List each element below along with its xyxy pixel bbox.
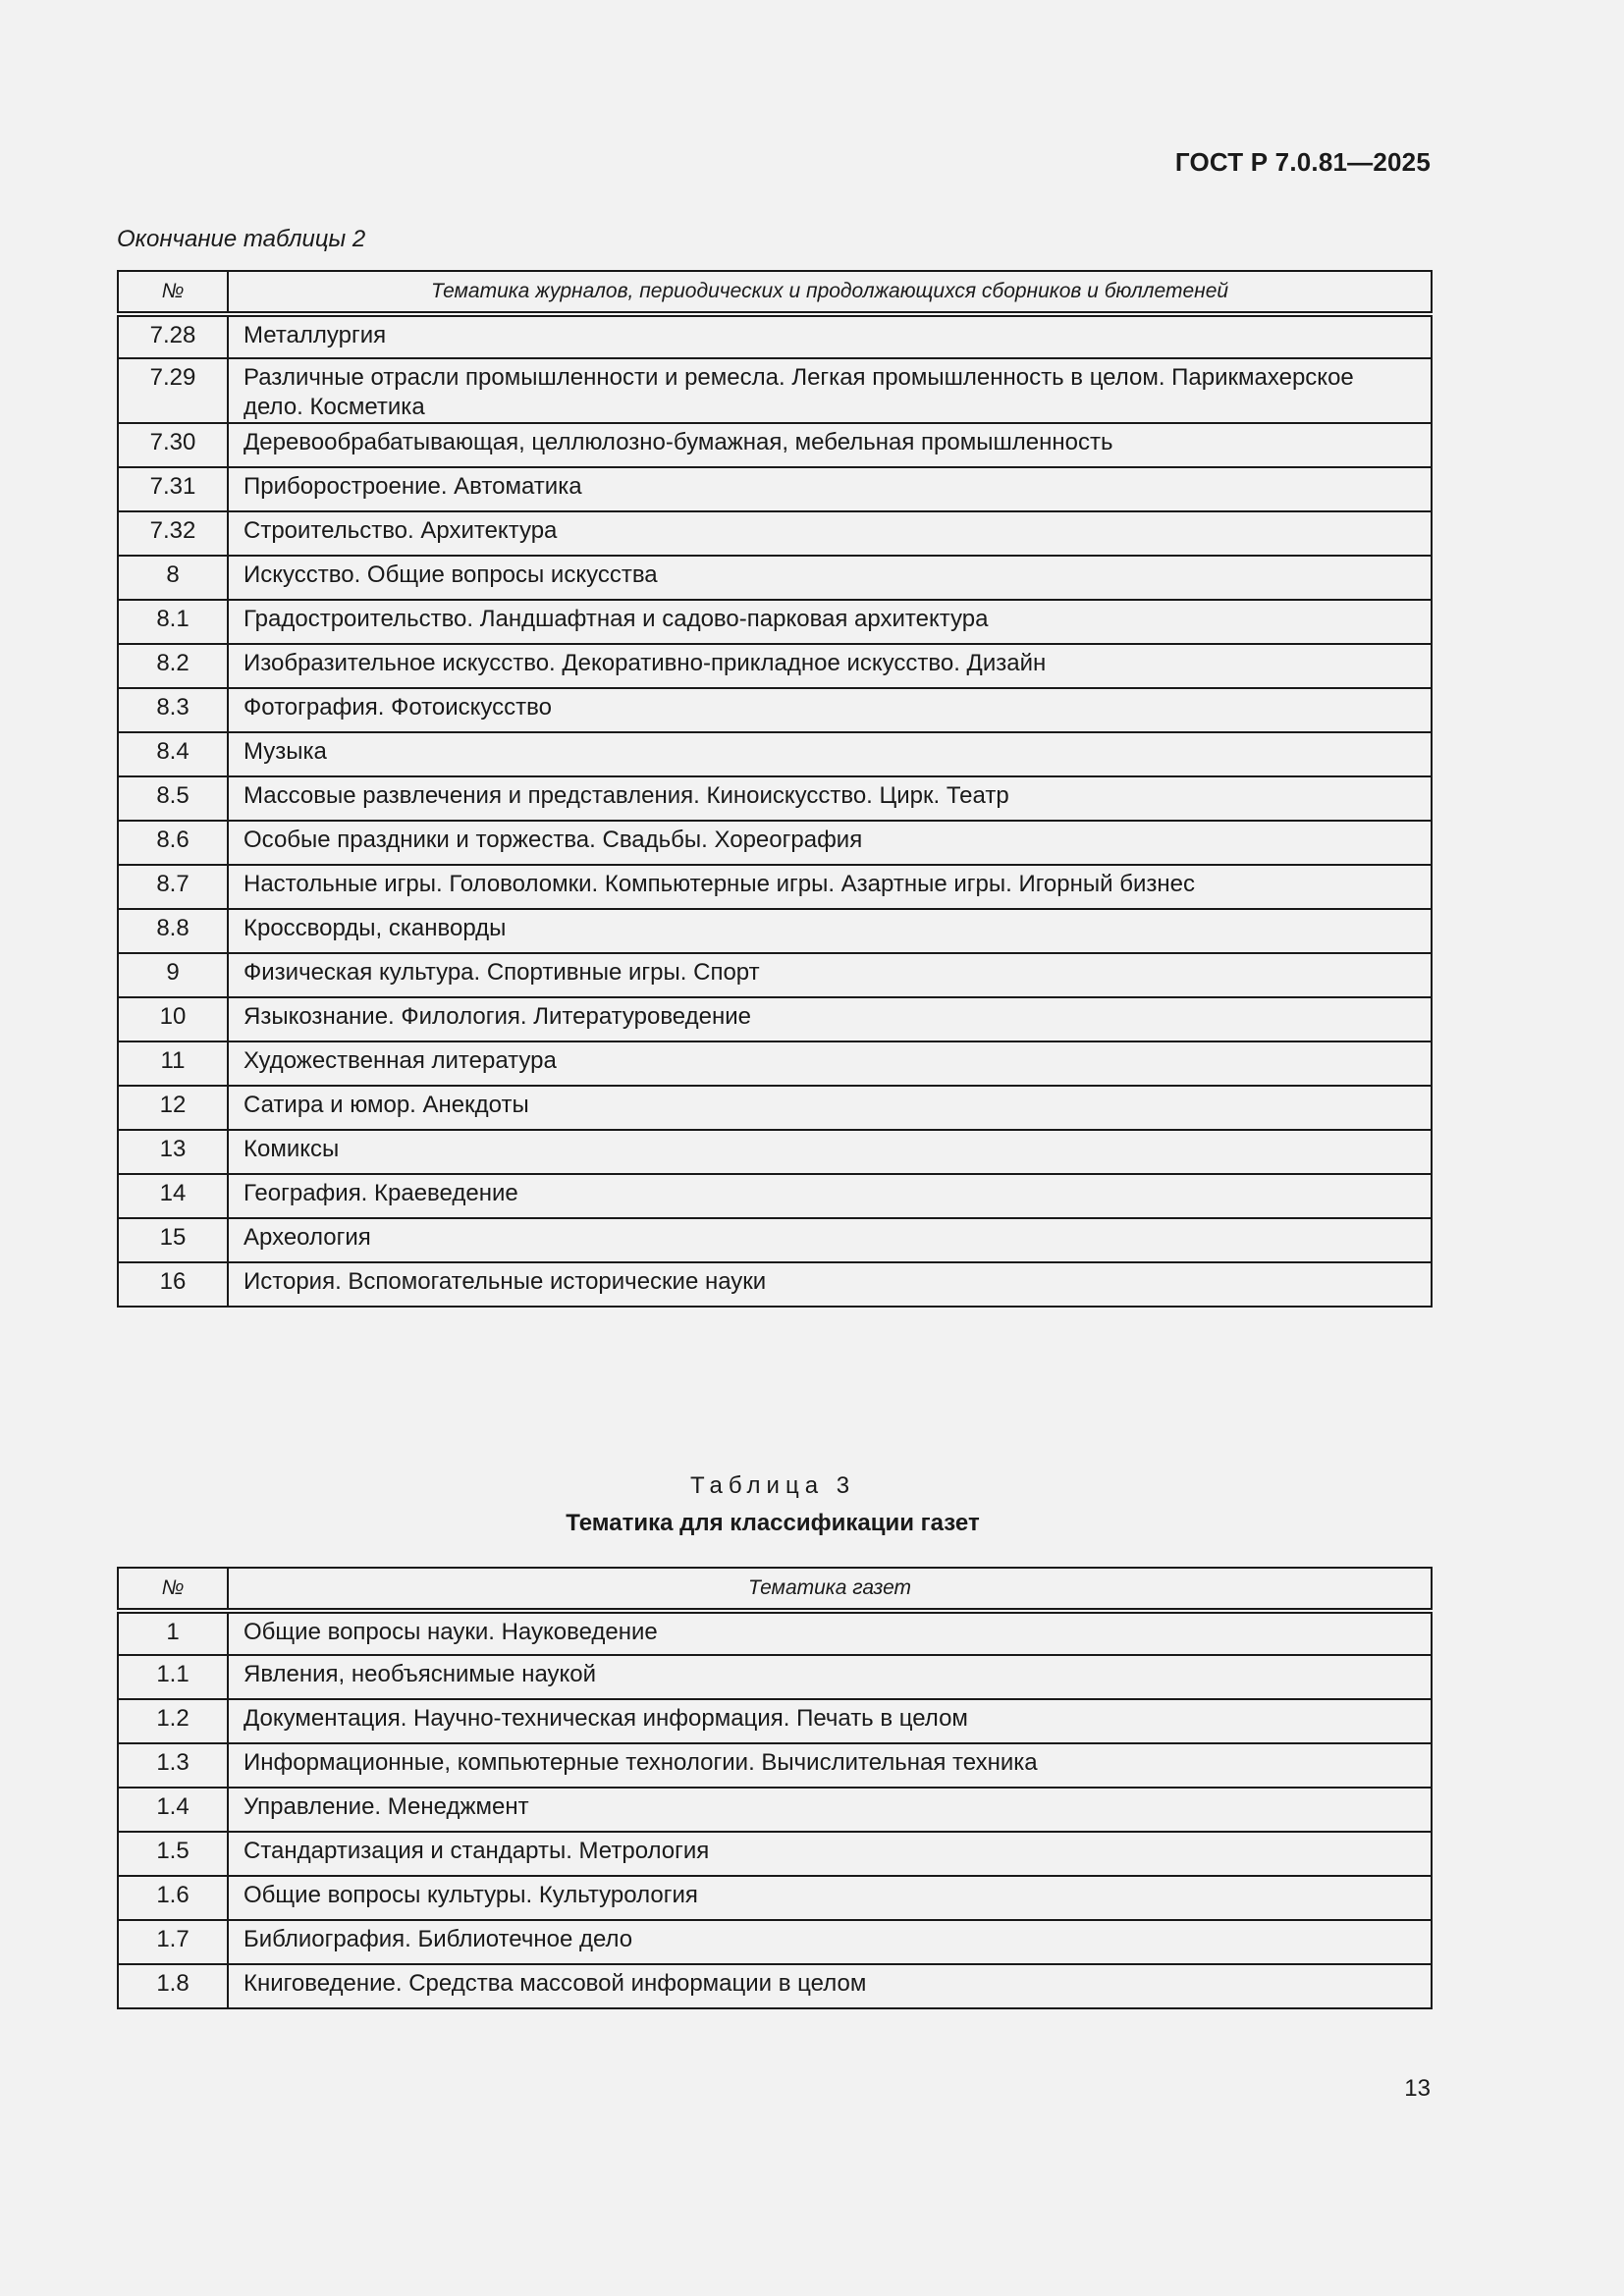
row-topic: Искусство. Общие вопросы искусства	[228, 556, 1432, 600]
column-header-topic: Тематика журналов, периодических и продолжающихся сборников и бюллетеней	[228, 271, 1432, 314]
row-topic: Массовые развлечения и представления. Киноискусство. Цирк. Театр	[228, 776, 1432, 821]
table-row	[118, 467, 1432, 511]
row-topic: Особые праздники и торжества. Свадьбы. Хореография	[228, 821, 1432, 865]
table-3	[117, 1567, 1433, 2009]
row-topic: Общие вопросы науки. Науковедение	[228, 1611, 1432, 1655]
table-row	[118, 358, 1432, 423]
row-topic: Художественная литература	[228, 1041, 1432, 1086]
table-row	[118, 821, 1432, 865]
document-code: ГОСТ Р 7.0.81—2025	[1174, 147, 1431, 177]
row-number: 1.6	[118, 1876, 228, 1920]
table-row	[118, 1743, 1432, 1788]
row-number: 9	[118, 953, 228, 997]
row-topic: Сатира и юмор. Анекдоты	[228, 1086, 1432, 1130]
row-topic: Музыка	[228, 732, 1432, 776]
row-number: 1.1	[118, 1655, 228, 1699]
row-topic: Археология	[228, 1218, 1432, 1262]
row-number: 7.28	[118, 314, 228, 358]
row-topic: Приборостроение. Автоматика	[228, 467, 1432, 511]
row-number: 8	[118, 556, 228, 600]
table-row	[118, 556, 1432, 600]
row-topic: Строительство. Архитектура	[228, 511, 1432, 556]
table-row	[118, 600, 1432, 644]
row-topic: Стандартизация и стандарты. Метрология	[228, 1832, 1432, 1876]
table-row	[118, 688, 1432, 732]
row-number: 16	[118, 1262, 228, 1307]
table-row	[118, 1174, 1432, 1218]
row-topic: Документация. Научно-техническая информация. Печать в целом	[228, 1699, 1432, 1743]
row-number: 8.7	[118, 865, 228, 909]
row-topic: Управление. Менеджмент	[228, 1788, 1432, 1832]
row-number: 1.8	[118, 1964, 228, 2008]
row-topic: Явления, необъяснимые наукой	[228, 1655, 1432, 1699]
row-number: 11	[118, 1041, 228, 1086]
table-3-label: Таблица 3	[689, 1472, 856, 1499]
row-number: 7.29	[118, 358, 228, 423]
row-topic: Кроссворды, сканворды	[228, 909, 1432, 953]
table-row	[118, 732, 1432, 776]
column-header-number: №	[118, 1568, 228, 1611]
row-number: 15	[118, 1218, 228, 1262]
table-row	[118, 644, 1432, 688]
row-topic: Общие вопросы культуры. Культурология	[228, 1876, 1432, 1920]
row-number: 8.3	[118, 688, 228, 732]
table-row	[118, 1920, 1432, 1964]
table-row	[118, 423, 1432, 467]
row-number: 8.2	[118, 644, 228, 688]
table-row	[118, 1262, 1432, 1307]
row-topic: Градостроительство. Ландшафтная и садово-парковая архитектура	[228, 600, 1432, 644]
row-topic: Различные отрасли промышленности и ремесла. Легкая промышленность в целом. Парикмахерское дело. Косметика	[228, 358, 1432, 423]
row-number: 8.4	[118, 732, 228, 776]
row-topic: Книговедение. Средства массовой информации в целом	[228, 1964, 1432, 2008]
row-number: 1.3	[118, 1743, 228, 1788]
table-continuation-caption: Окончание таблицы 2	[117, 226, 366, 252]
table-row	[118, 1611, 1432, 1655]
table-header-row	[118, 271, 1432, 314]
table-row	[118, 511, 1432, 556]
table-3-title: Тематика для классификации газет	[566, 1510, 980, 1536]
table-2-body	[118, 314, 1432, 1307]
table-row	[118, 1218, 1432, 1262]
column-header-number: №	[118, 271, 228, 314]
row-topic: Деревообрабатывающая, целлюлозно-бумажная, мебельная промышленность	[228, 423, 1432, 467]
row-number: 8.1	[118, 600, 228, 644]
row-topic: Библиография. Библиотечное дело	[228, 1920, 1432, 1964]
row-topic: История. Вспомогательные исторические науки	[228, 1262, 1432, 1307]
row-number: 7.30	[118, 423, 228, 467]
table-row	[118, 314, 1432, 358]
row-number: 12	[118, 1086, 228, 1130]
table-row	[118, 1964, 1432, 2008]
table-row	[118, 1876, 1432, 1920]
row-topic: Физическая культура. Спортивные игры. Спорт	[228, 953, 1432, 997]
table-row	[118, 1699, 1432, 1743]
table-row	[118, 1832, 1432, 1876]
row-number: 7.31	[118, 467, 228, 511]
row-number: 7.32	[118, 511, 228, 556]
table-row	[118, 1130, 1432, 1174]
table-row	[118, 1086, 1432, 1130]
column-header-topic: Тематика газет	[228, 1568, 1432, 1611]
row-number: 10	[118, 997, 228, 1041]
row-number: 1.7	[118, 1920, 228, 1964]
table-row	[118, 1041, 1432, 1086]
table-row	[118, 776, 1432, 821]
row-number: 1	[118, 1611, 228, 1655]
table-row	[118, 953, 1432, 997]
table-header-row	[118, 1568, 1432, 1611]
page-number: 13	[1404, 2075, 1431, 2102]
row-number: 8.6	[118, 821, 228, 865]
row-topic: Информационные, компьютерные технологии. Вычислительная техника	[228, 1743, 1432, 1788]
row-number: 1.4	[118, 1788, 228, 1832]
row-number: 1.2	[118, 1699, 228, 1743]
row-topic: Языкознание. Филология. Литературоведение	[228, 997, 1432, 1041]
row-topic: География. Краеведение	[228, 1174, 1432, 1218]
row-number: 1.5	[118, 1832, 228, 1876]
row-topic: Настольные игры. Головоломки. Компьютерные игры. Азартные игры. Игорный бизнес	[228, 865, 1432, 909]
table-row	[118, 1788, 1432, 1832]
table-row	[118, 909, 1432, 953]
row-topic: Изобразительное искусство. Декоративно-прикладное искусство. Дизайн	[228, 644, 1432, 688]
row-topic: Металлургия	[228, 314, 1432, 358]
row-number: 14	[118, 1174, 228, 1218]
row-number: 13	[118, 1130, 228, 1174]
table-row	[118, 1655, 1432, 1699]
row-topic: Комиксы	[228, 1130, 1432, 1174]
table-3-body	[118, 1611, 1432, 2008]
table-row	[118, 997, 1432, 1041]
table-row	[118, 865, 1432, 909]
table-2	[117, 270, 1433, 1308]
row-number: 8.8	[118, 909, 228, 953]
row-number: 8.5	[118, 776, 228, 821]
row-topic: Фотография. Фотоискусство	[228, 688, 1432, 732]
